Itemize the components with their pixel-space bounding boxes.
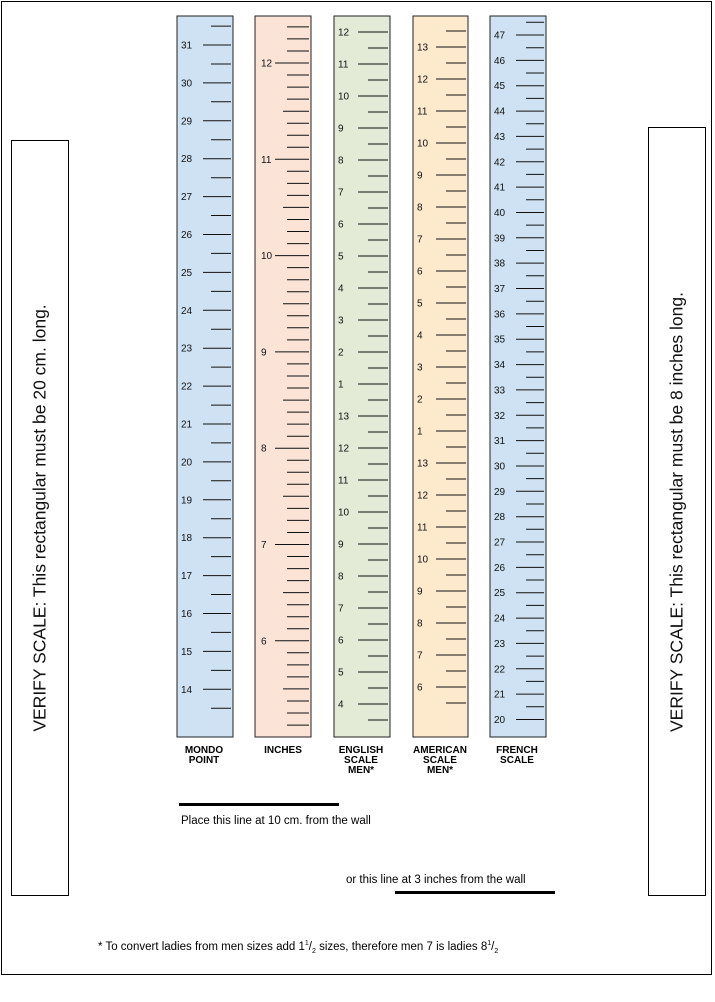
label-mondo-point: MONDO POINT [184,745,224,766]
ruler-english-number: 9 [338,123,344,135]
ruler-french-number: 27 [494,537,506,549]
ruler-inches-number: 11 [261,154,272,166]
ruler-mondo-number: 25 [181,267,193,279]
ruler-english-number: 8 [338,571,344,583]
ruler-inches-number: 7 [261,540,267,551]
ruler-english-number: 11 [338,59,349,71]
label-english-scale: ENGLISH SCALE MEN* [338,745,384,776]
footnote-fraction2-num: 1 [487,940,492,947]
ruler-american-number: 13 [417,458,429,470]
ruler-french-number: 28 [494,512,506,524]
ruler-mondo-number: 19 [181,495,193,507]
ruler-english-number: 4 [338,699,344,711]
label-french-scale: FRENCH SCALE [496,745,538,766]
ruler-american-number: 11 [417,522,428,534]
ruler-inches-number: 9 [261,347,267,359]
footnote: * To convert ladies from men sizes add $1^1/_2$ sizes, therefore men 7 is ladies $8^1/_2$ [98,940,499,956]
ruler-french [490,16,546,737]
ruler-french-number: 42 [494,157,506,169]
ruler-french-number: 40 [494,208,506,219]
ruler-american-number: 10 [417,554,429,566]
ruler-french-number: 41 [494,182,506,194]
ruler-american-number: 11 [417,106,428,118]
ruler-french-number: 30 [494,461,506,473]
ruler-english-number: 7 [338,603,344,615]
ruler-mondo-number: 22 [181,381,193,393]
footnote-middle: sizes, therefore men 7 is ladies 8 [315,940,488,953]
ruler-english-number: 5 [338,667,344,679]
ruler-english-number: 3 [338,315,344,327]
ruler-american-number: 8 [417,202,423,214]
ruler-english-number: 8 [338,155,344,167]
ruler-american-number: 1 [417,426,423,438]
ruler-american-number: 2 [417,394,423,406]
ruler-french-number: 37 [494,284,506,295]
ruler-french-number: 33 [494,385,506,397]
ruler-inches-number: 12 [261,58,273,70]
verify-scale-text-right: VERIFY SCALE: This rectangular must be 8 inches long. [666,291,687,732]
ruler-french-number: 34 [494,360,506,372]
ruler-mondo-number: 23 [181,343,193,355]
ruler-mondo-number: 26 [181,230,193,241]
ruler-french-number: 35 [494,334,506,346]
ruler-american-number: 13 [417,42,429,54]
footnote-prefix: * To convert ladies from men sizes add 1 [98,940,305,953]
ruler-mondo-number: 28 [181,154,193,166]
ruler-french-number: 47 [494,30,506,42]
ruler-french-number: 39 [494,233,506,245]
ruler-american-number: 12 [417,74,429,86]
ruler-french-number: 32 [494,410,506,422]
ruler-american-number: 6 [417,266,423,278]
ruler-english-number: 7 [338,187,344,199]
ruler-english-number: 6 [338,219,344,231]
ruler-french-number: 25 [494,588,506,600]
ruler-english-number: 10 [338,91,350,103]
ruler-mondo-number: 16 [181,609,193,620]
ruler-french-number: 20 [494,715,506,726]
ruler-mondo-number: 20 [181,457,193,469]
ruler-american-number: 6 [417,682,423,694]
ruler-american-number: 7 [417,650,423,662]
ruler-french-number: 45 [494,81,506,93]
wall-text-10cm: Place this line at 10 cm. from the wall [181,815,371,827]
ruler-inches-number: 10 [261,251,273,263]
ruler-french-number: 23 [494,638,506,650]
ruler-english-number: 10 [338,507,350,519]
ruler-english-number: 13 [338,411,350,423]
ruler-french-number: 22 [494,664,506,676]
ruler-french-number: 38 [494,258,506,270]
ruler-mondo-number: 27 [181,192,193,204]
ruler-english-number: 12 [338,27,350,39]
ruler-english-number: 5 [338,251,344,263]
ruler-mondo-number: 17 [181,571,193,583]
ruler-mondo-number: 24 [181,305,193,317]
ruler-french-number: 24 [494,613,506,625]
ruler-american-number: 7 [417,234,423,246]
ruler-english [334,16,390,737]
ruler-mondo-number: 15 [181,646,193,658]
footnote-fraction2-den: 2 [494,948,499,956]
ruler-english-number: 4 [338,283,344,295]
ruler-english-number: 12 [338,443,350,455]
ruler-american-number: 3 [417,362,423,374]
ruler-american-number: 9 [417,586,423,598]
ruler-american-number: 5 [417,298,423,310]
ruler-french-number: 31 [494,436,506,448]
verify-scale-text-left: VERIFY SCALE: This rectangular must be 20 cm. long. [29,304,50,732]
wall-text-3in: or this line at 3 inches from the wall [346,874,526,886]
ruler-american-number: 12 [417,490,429,502]
ruler-mondo [177,16,233,737]
ruler-french-number: 36 [494,309,506,321]
ruler-english-number: 2 [338,347,344,359]
ruler-american-number: 4 [417,330,423,342]
ruler-mondo-number: 31 [181,40,193,52]
label-inches: INCHES [264,745,302,756]
ruler-inches [255,16,311,737]
ruler-french-number: 26 [494,562,506,574]
ruler-english-number: 9 [338,539,344,551]
ruler-mondo-number: 18 [181,533,193,545]
footnote-fraction1-num: 1 [304,940,309,947]
ruler-mondo-number: 14 [181,684,193,696]
ruler-english-number: 1 [338,379,344,391]
ruler-french-number: 46 [494,55,506,67]
ruler-french-number: 21 [494,689,506,701]
ruler-inches-number: 8 [261,443,267,455]
ruler-french-number: 29 [494,486,506,498]
ruler-mondo-number: 29 [181,116,193,128]
ruler-english-number: 11 [338,475,349,487]
wall-line-3in [395,891,555,894]
footnote-fraction1-den: 2 [312,948,316,956]
ruler-french-number: 43 [494,131,506,143]
wall-line-10cm [179,803,339,806]
ruler-mondo-number: 30 [181,78,193,90]
ruler-french-number: 44 [494,106,506,118]
ruler-american-number: 9 [417,170,423,182]
label-american-scale: AMERICAN SCALE MEN* [413,745,467,776]
ruler-american-number: 10 [417,138,429,150]
ruler-american [413,16,468,737]
ruler-english-number: 6 [338,635,344,647]
ruler-american-number: 8 [417,618,423,630]
ruler-mondo-number: 21 [181,419,193,431]
ruler-inches-number: 6 [261,636,267,648]
